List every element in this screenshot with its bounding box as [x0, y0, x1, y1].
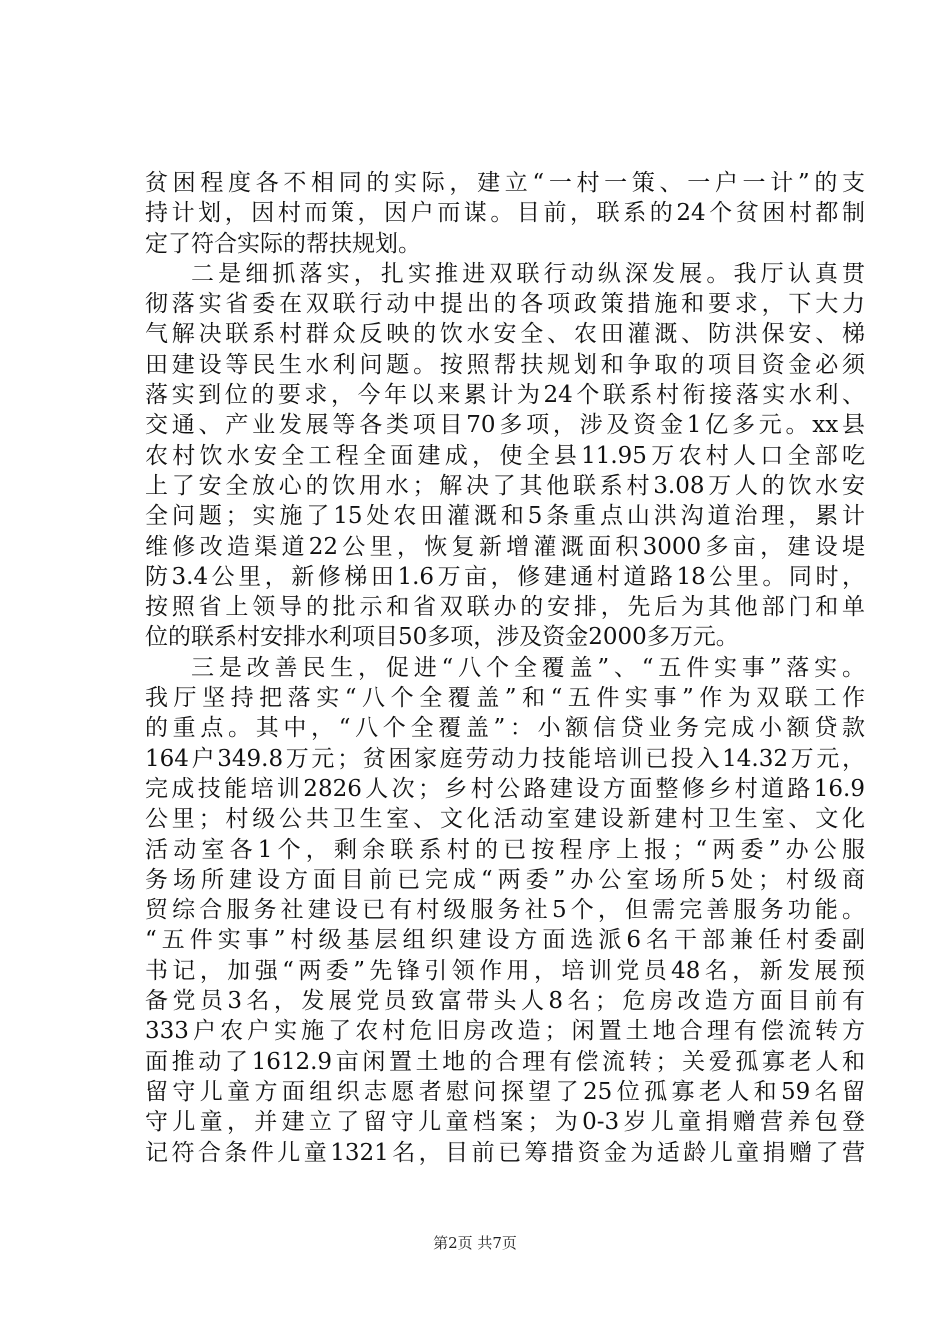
text-line: 维修改造渠道22公里，恢复新增灌溉面积3000多亩，建设堤	[145, 533, 865, 560]
text-line: 面推动了1612.9亩闲置土地的合理有偿流转；关爱孤寡老人和	[145, 1048, 865, 1075]
text-line: 备党员3名，发展党员致富带头人8名；危房改造方面目前有	[145, 988, 865, 1015]
text-line: 防3.4公里，新修梯田1.6万亩，修建通村道路18公里。同时，	[145, 563, 865, 590]
text-line: 按照省上领导的批示和省双联办的安排，先后为其他部门和单	[145, 594, 865, 621]
text-line: 三是改善民生，促进“八个全覆盖”、“五件实事”落实。	[191, 654, 865, 681]
text-line: 交通、产业发展等各类项目70多项，涉及资金1亿多元。xx县	[145, 412, 865, 439]
text-line: 记符合条件儿童1321名，目前已筹措资金为适龄儿童捐赠了营	[145, 1139, 865, 1166]
text-line: 的重点。其中，“八个全覆盖”：小额信贷业务完成小额贷款	[145, 715, 865, 742]
text-line: 全问题；实施了15处农田灌溉和5条重点山洪沟道治理，累计	[145, 503, 865, 530]
text-line: 贫困程度各不相同的实际，建立“一村一策、一户一计”的支	[145, 170, 865, 196]
text-line: 完成技能培训2826人次；乡村公路建设方面整修乡村道路16.9	[145, 775, 865, 802]
text-line: 书记，加强“两委”先锋引领作用，培训党员48名，新发展预	[145, 957, 865, 984]
text-line: 贸综合服务社建设已有村级服务社5个，但需完善服务功能。	[145, 897, 865, 924]
text-line: 留守儿童方面组织志愿者慰问探望了25位孤寡老人和59名留	[145, 1078, 865, 1105]
text-line: 二是细抓落实，扎实推进双联行动纵深发展。我厅认真贯	[191, 260, 865, 287]
text-line: 公里；村级公共卫生室、文化活动室建设新建村卫生室、文化	[145, 806, 865, 833]
text-line: 持计划，因村而策，因户而谋。目前，联系的24个贫困村都制	[145, 200, 865, 227]
text-line: 彻落实省委在双联行动中提出的各项政策措施和要求，下大力	[145, 291, 865, 318]
page-number-footer: 第2页 共7页	[433, 1234, 517, 1252]
text-line: 田建设等民生水利问题。按照帮扶规划和争取的项目资金必须	[145, 351, 865, 378]
text-line: 上了安全放心的饮用水；解决了其他联系村3.08万人的饮水安	[145, 472, 865, 499]
text-line: 我厅坚持把落实“八个全覆盖”和“五件实事”作为双联工作	[145, 685, 865, 712]
text-line: 落实到位的要求，今年以来累计为24个联系村衔接落实水利、	[145, 382, 865, 409]
text-line: 守儿童，并建立了留守儿童档案；为0-3岁儿童捐赠营养包登	[145, 1109, 865, 1136]
text-line: 农村饮水安全工程全面建成，使全县11.95万农村人口全部吃	[145, 442, 865, 469]
text-line: 务场所建设方面目前已完成“两委”办公室场所5处；村级商	[145, 866, 865, 893]
text-line: 活动室各1个，剩余联系村的已按程序上报；“两委”办公服	[145, 836, 865, 863]
text-line: 333户农户实施了农村危旧房改造；闲置土地合理有偿流转方	[145, 1018, 865, 1045]
body-text	[145, 168, 865, 1168]
text-line: 164户349.8万元；贫困家庭劳动力技能培训已投入14.32万元，	[145, 745, 865, 772]
text-line: 定了符合实际的帮扶规划。	[145, 230, 421, 257]
text-line: 位的联系村安排水利项目50多项，涉及资金2000多万元。	[145, 624, 739, 651]
text-line: 气解决联系村群众反映的饮水安全、农田灌溉、防洪保安、梯	[145, 321, 865, 348]
text-line: “五件实事”村级基层组织建设方面选派6名干部兼任村委副	[145, 927, 865, 954]
